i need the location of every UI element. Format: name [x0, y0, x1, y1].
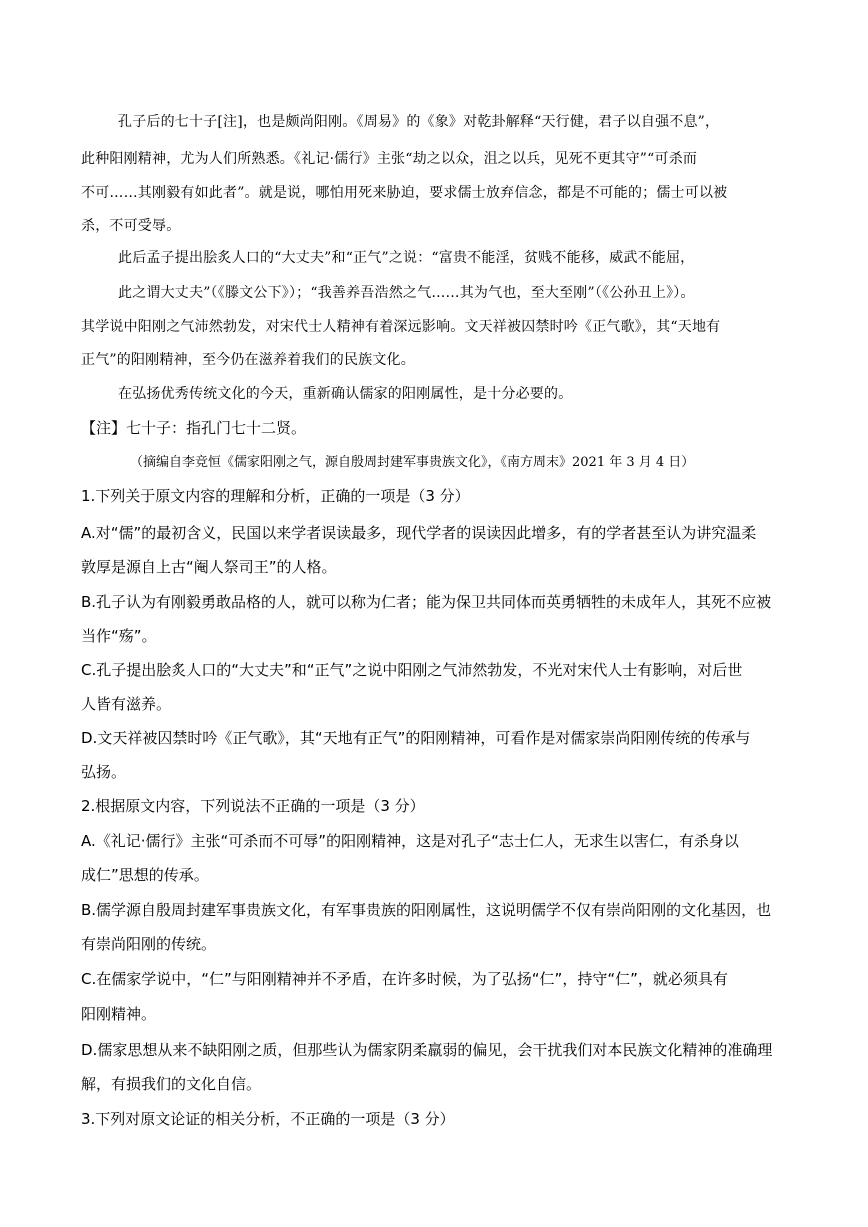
option-b-cont: 有崇尚阳刚的传统。 [81, 935, 217, 953]
option-d-cont: 解，有损我们的文化自信。 [81, 1075, 262, 1093]
option-b-cont: 当作“殇”。 [81, 627, 157, 645]
passage-line: 此种阳刚精神，尤为人们所熟悉。《礼记·儒行》主张“劫之以众，沮之以兵，见死不更其守”“可杀而 [81, 151, 698, 167]
passage-line: 此后孟子提出脍炙人口的“大丈夫”和“正气”之说：“富贵不能淫，贫贱不能移，威武不能屈， [118, 250, 695, 266]
passage-line: 不可……其刚毅有如此者”。就是说，哪怕用死来胁迫，要求儒士放弃信念，都是不可能的；儒士可以被 [81, 185, 728, 201]
question-stem: 1.下列关于原文内容的理解和分析，正确的一项是（3 分） [81, 487, 470, 505]
passage-line: 此之谓大丈夫”（《滕文公下》）；“我善养吾浩然之气……其为气也，至大至刚”（《公孙丑上》）。 [118, 285, 695, 301]
option-b: B.孔子认为有刚毅勇敢品格的人，就可以称为仁者；能为保卫共同体而英勇牺牲的未成年人，其死不应被 [81, 593, 772, 611]
footnote: 【注】七十子：指孔门七十二贤。 [81, 419, 307, 437]
option-a-cont: 敦厚是源自上古“阉人祭司王”的人格。 [81, 558, 337, 576]
option-d: D.文天祥被囚禁时吟《正气歌》，其“天地有正气”的阳刚精神，可看作是对儒家崇尚阳刚传统的传承与 [81, 729, 751, 747]
option-c: C.在儒家学说中，“仁”与阳刚精神并不矛盾，在许多时候，为了弘扬“仁”，持守“仁”，就必须具有 [81, 970, 728, 988]
option-b: B.儒学源自殷周封建军事贵族文化，有军事贵族的阳刚属性，这说明儒学不仅有崇尚阳刚的文化基因，也 [81, 901, 772, 919]
passage-line: 其学说中阳刚之气沛然勃发，对宋代士人精神有着深远影响。文天祥被囚禁时吟《正气歌》，其“天地有 [81, 319, 721, 335]
passage-line: 孔子后的七十子[注]，也是颇尚阳刚。《周易》的《象》对乾卦解释“天行健，君子以自强不息”， [118, 114, 720, 130]
option-a-cont: 成仁”思想的传承。 [81, 866, 209, 884]
option-a: A.《礼记·儒行》主张“可杀而不可辱”的阳刚精神，这是对孔子“志士仁人，无求生以害仁，有杀身以 [81, 832, 739, 850]
passage-line: 杀，不可受辱。 [81, 218, 181, 234]
source-citation: （摘编自李竞恒《儒家阳刚之气，源自殷周封建军事贵族文化》，《南方周末》2021 年 3 月 4 日） [130, 455, 695, 470]
option-d-cont: 弘扬。 [81, 763, 127, 781]
option-c-cont: 阳刚精神。 [81, 1005, 157, 1023]
option-d: D.儒家思想从来不缺阳刚之质，但那些认为儒家阴柔羸弱的偏见，会干扰我们对本民族文化精神的准确理 [81, 1041, 773, 1059]
passage-line: 在弘扬优秀传统文化的今天，重新确认儒家的阳刚属性，是十分必要的。 [118, 386, 573, 402]
option-a: A.对“儒”的最初含义，民国以来学者误读最多，现代学者的误读因此增多，有的学者甚至认为讲究温柔 [81, 524, 757, 542]
option-c: C.孔子提出脍炙人口的“大丈夫”和“正气”之说中阳刚之气沛然勃发，不光对宋代人士有影响，对后世 [81, 661, 743, 679]
option-c-cont: 人皆有滋养。 [81, 695, 172, 713]
question-stem: 3.下列对原文论证的相关分析，不正确的一项是（3 分） [81, 1110, 455, 1128]
passage-line: 正气”的阳刚精神，至今仍在滋养着我们的民族文化。 [81, 352, 415, 368]
question-stem: 2.根据原文内容，下列说法不正确的一项是（3 分） [81, 797, 425, 815]
